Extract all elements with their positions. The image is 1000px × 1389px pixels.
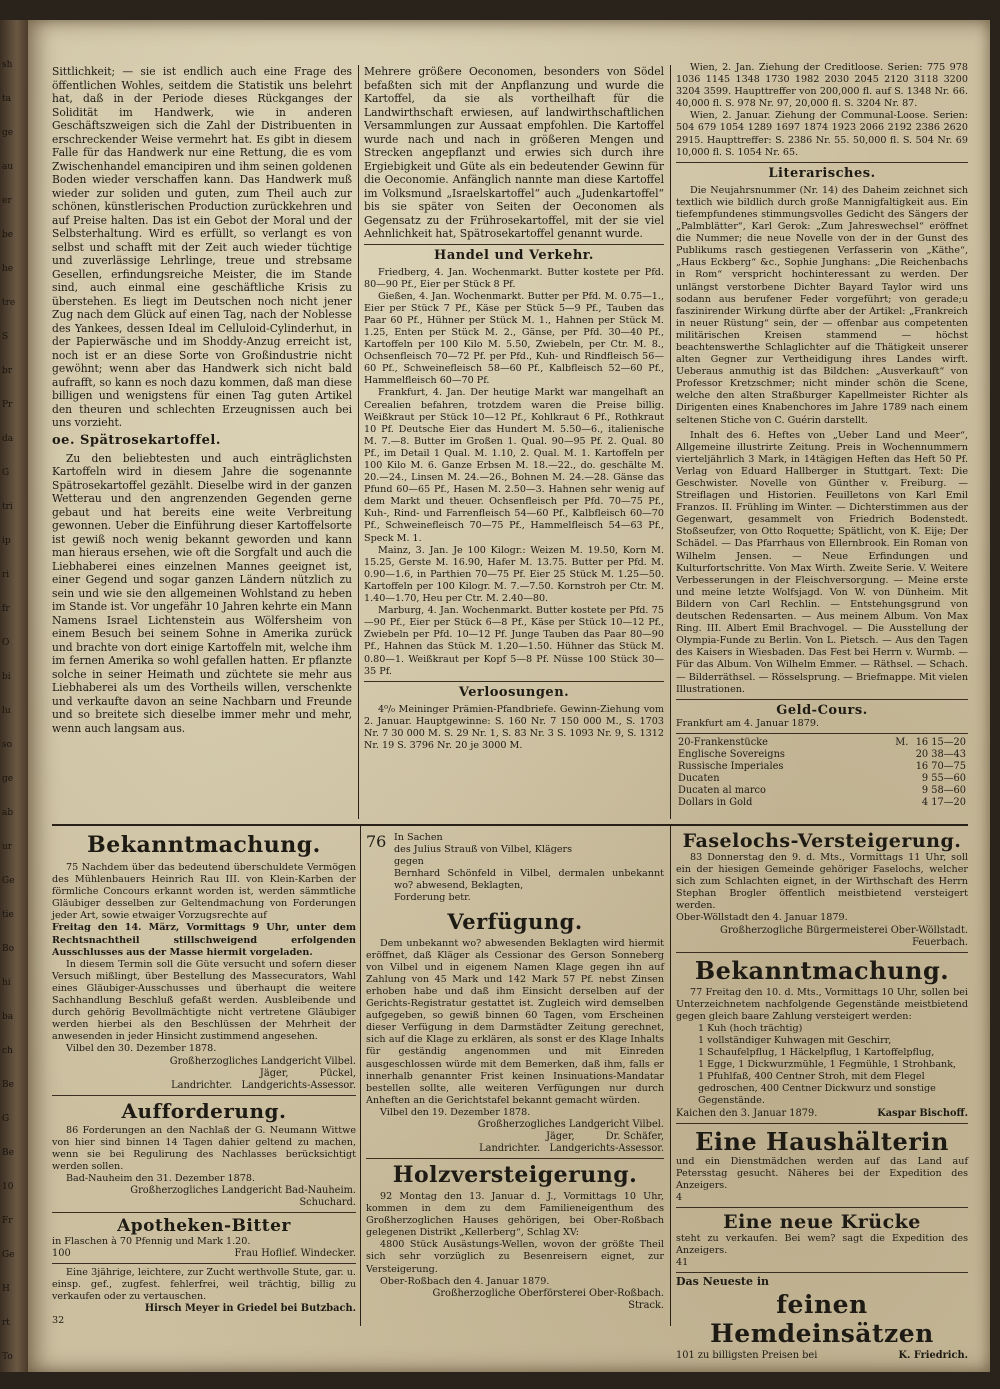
ad-stute-num: 32: [52, 1315, 65, 1327]
ad-hemd-num: 101: [676, 1350, 695, 1362]
market-mainz: Mainz, 3. Jan. Je 100 Kilogr.: Weizen M. 19.50, Korn M. 15.25, Gerste M. 16.90, Hafer M. 13.75. Butter per Pfd. M. 0.90—1.6, in Parthien 70—75 Pf. Eier 25 Stück M. 1.25—50. Kartoffeln per 100 Kilogr. M. 7.—7.50. Kornstroh per Ctr. M. 1.40—1.70, Heu per Ctr. M. 2.40—80.: [364, 544, 664, 605]
heading-spaetrosekartoffel: oe. Spätrosekartoffel.: [52, 432, 221, 448]
heading-literarisches: Literarisches.: [768, 165, 876, 181]
column-rule-2: [670, 65, 671, 819]
edge-mark: Bo: [2, 944, 15, 954]
edge-mark: Be: [2, 1148, 14, 1158]
ad-verfuegung-case2: des Julius Strauß von Vilbel, Klägers: [394, 844, 573, 856]
heading-verloosungen: Verloosungen.: [458, 684, 570, 700]
ad-stute-sig: Hirsch Meyer in Griedel bei Butzbach.: [144, 1303, 356, 1315]
binding-edge: [0, 20, 28, 1372]
exchange-row: [676, 761, 968, 773]
ad-faselochs-sig1: Großherzogliche Bürgermeisterei Ober-Wöllstadt.: [720, 924, 968, 936]
ad-verfuegung-title: Verfügung.: [447, 908, 583, 934]
exchange-name: Englische Sovereigns: [678, 748, 785, 760]
ad-bekanntmachung-text3: In diesem Termin soll die Güte versucht und sofern dieser Versuch mißlingt, über Bestellung des Massecurators, Wahl eines Gläubiger-Ausschusses und überhaupt die weitere Sachhandlung Beschluß gefaßt werden. Ausbleibende und durch gehörig Bevollmächtigte nicht vertretene Gläubiger werden hierbei als den Beschlüssen der Mehrheit der anwesenden in jeder Hinsicht zustimmend angesehen.: [52, 958, 356, 1043]
edge-mark: ta: [2, 94, 11, 104]
exchange-value: 16 15—20: [915, 736, 966, 748]
edge-mark: br: [2, 366, 13, 376]
ad-bekanntmachung2-text: 77 Freitag den 10. d. Mts., Vormittags 10 Uhr, sollen bei Unterzeichnetem nachfolgende Gegenstände meistbietend gegen gleich baare Zahlung versteigert werden:: [676, 986, 968, 1022]
ads-column-3: [676, 830, 968, 1362]
ad-bekanntmachung2-date: Kaichen den 3. Januar 1879.: [676, 1107, 818, 1119]
ad-bekanntmachung2-sig: Kaspar Bischoff.: [877, 1107, 968, 1119]
edge-mark: G: [2, 1114, 10, 1124]
auction-item: 1 vollständiger Kuhwagen mit Geschirr,: [698, 1034, 892, 1046]
exchange-name: Dollars in Gold: [678, 796, 753, 808]
ad-bekanntmachung-title: Bekanntmachung.: [87, 832, 321, 858]
ads-rule-2: [670, 826, 671, 1326]
edge-mark: tie: [2, 910, 14, 920]
edge-mark: Ge: [2, 876, 15, 886]
ad-aufforderung-sig2: Schuchard.: [299, 1196, 356, 1208]
edge-mark: sh: [2, 60, 13, 70]
ad-faselochs-date: Ober-Wöllstadt den 4. Januar 1879.: [676, 912, 848, 924]
market-marburg: Marburg, 4. Jan. Wochenmarkt. Butter kostete per Pfd. 75—90 Pf., Eier per Stück 6—8 Pf., Käse per Stück 10—12 Pf., Zwiebeln per Pfd. 10—12 Pf. Junge Tauben das Paar 80—90 Pf., Hahnen das Stück M. 1.20—1.50. Hühner das Stück M. 0.80—1. Weißkraut per Kopf 5—8 Pf. Nüsse 100 Stück 30—35 Pf.: [364, 605, 664, 677]
ad-faselochs-sig2: Feuerbach.: [912, 936, 968, 948]
edge-mark: ge: [2, 128, 14, 138]
ad-kruecke-title: Eine neue Krücke: [723, 1210, 921, 1233]
ad-aufforderung-sig1: Großherzogliches Landgericht Bad-Nauheim.: [130, 1184, 356, 1196]
edge-mark: ri: [2, 570, 10, 580]
edge-mark: be: [2, 230, 14, 240]
edge-mark: rt: [2, 1318, 10, 1328]
ad-kruecke-num: 41: [676, 1257, 689, 1269]
ad-haushaelterin-num: 4: [676, 1191, 683, 1203]
edge-mark: Be: [2, 1080, 14, 1090]
ad-verfuegung-num: 76: [366, 832, 387, 851]
edge-mark: Fr: [2, 1216, 13, 1226]
ad-apotheken-line1: in Flaschen à 70 Pfennig und Mark 1.20.: [52, 1235, 251, 1247]
edge-mark: S: [2, 332, 9, 342]
exchange-unit: [794, 785, 911, 797]
ad-bekanntmachung-sig2: Jäger, Pückel,: [259, 1067, 356, 1079]
market-giessen: Gießen, 4. Jan. Wochenmarkt. Butter per Pfd. M. 0.75—1., Eier per Stück 7 Pf., Käse per Stück 5—9 Pf., Tauben das Paar 60 Pf., Hühner per Stück M. 1., Hahnen per Stück M. 1.25, Enten per Stück M. 2., Gänse, per Pfd. 30—40 Pf., Kartoffeln per 100 Kilo M. 5.50, Zwiebeln, per Ctr. M. 8., Ochsenfleisch 70—72 Pf. per Pfd., Kuh- und Rindfleisch 56—60 Pf., Schweinefleisch 58—60 Pf., Kalbfleisch 52—60 Pf., Hammelfleisch 60—70 Pf.: [364, 290, 664, 387]
ad-apotheken-line2: Frau Hoflief. Windecker.: [234, 1248, 356, 1260]
auction-item: 1 Egge, 1 Dickwurzmühle, 1 Fegmühle, 1 Strohbank,: [698, 1059, 957, 1071]
exchange-date: Frankfurt am 4. Januar 1879.: [676, 717, 819, 729]
column-2: [364, 65, 664, 823]
ad-haushaelterin-text: und ein Dienstmädchen werden auf das Land auf Petersstag gesucht. Näheres bei der Expedition des Anzeigers.: [676, 1155, 968, 1191]
exchange-unit: M.: [895, 736, 909, 748]
exchange-row: [676, 737, 968, 749]
exchange-value: 4 17—20: [921, 796, 966, 808]
heading-geld-cours: Geld-Cours.: [776, 702, 868, 718]
ad-aufforderung-text: 86 Forderungen an den Nachlaß der G. Neumann Wittwe von hier sind binnen 14 Tagen dahier geltend zu machen, wenn sie bei Regulirung des Nachlasses berücksichtigt werden sollen.: [52, 1124, 356, 1172]
ad-verfuegung-case4: Bernhard Schönfeld in Vilbel, dermalen unbekannt wo? abwesend, Beklagten,: [394, 868, 664, 892]
ad-verfuegung-case1: In Sachen: [394, 832, 443, 843]
edge-mark: he: [2, 264, 14, 274]
auction-item: 1 Pfuhlfaß, 400 Centner Stroh, mit dem Flegel gedroschen, 400 Centner Dickwurz und sonstige Gegenstände.: [698, 1071, 936, 1107]
auction-item: 1 Kuh (hoch trächtig): [698, 1022, 803, 1034]
column-3: [676, 62, 968, 822]
ad-hemd-kicker: Das Neueste in: [676, 1275, 770, 1289]
exchange-name: Ducaten: [678, 772, 720, 784]
ad-holz-sig2: Strack.: [628, 1299, 664, 1311]
ads-column-1: [52, 832, 356, 1332]
exchange-table: [676, 737, 968, 809]
edge-mark: O: [2, 638, 10, 648]
ad-stute-text: Eine 3jährige, leichtere, zur Zucht werthvolle Stute, gar. u. einsp. gef., zugfest. fehlerfrei, weil trächtig, billig zu verkaufen oder zu vertauschen.: [52, 1267, 356, 1303]
ad-faselochs-title: Faselochs-Versteigerung.: [682, 830, 962, 852]
exchange-name: 20-Frankenstücke: [678, 736, 768, 748]
exchange-row: [676, 797, 968, 809]
edge-mark: hi: [2, 978, 11, 988]
edge-mark: Ge: [2, 1250, 15, 1260]
ad-verfuegung-sig3: Landrichter. Landgerichts-Assessor.: [479, 1142, 664, 1154]
market-friedberg: Friedberg, 4. Jan. Wochenmarkt. Butter kostete per Pfd. 80—90 Pf., Eier per Stück 8 Pf.: [364, 266, 664, 290]
article-kartoffel-2: Mehrere größere Oeconomen, besonders von Södel befaßten sich mit der Anpflanzung und wurde die Kartoffel, da sie als vortheilhaft für die Landwirthschaft erwiesen, auf landwirthschaftlichen Versammlungen zur Aussaat empfohlen. Die Kartoffel wurde nach und nach in größeren Mengen und Strecken angepflanzt und erwies sich durch ihre Ergiebigkeit und Güte als ein bedeutender Gewinn für die Oeconomie. Anfänglich nannte man diese Kartoffel im Volksmund „Israelskartoffel“ auch „Judenkartoffel“ bis sie später von Seiten der Oeconomen als Gegensatz zu der Frührosekartoffel, mit der sie viel Aehnlichkeit hat, Spätrosekartoffel genannt wurde.: [364, 65, 664, 240]
ad-bekanntmachung2-items: [676, 1023, 968, 1108]
exchange-value: 9 58—60: [921, 784, 966, 796]
exchange-row: [676, 785, 968, 797]
article-kartoffel-1: Zu den beliebtesten und auch einträglichsten Kartoffeln wird in diesem Jahre die sogenannte Spätrosekartoffel gezählt. Dieselbe wird in der ganzen Wetterau und den angrenzenden Gegenden gerne gebaut und hat bereits eine weite Verbreitung gewonnen. Ueber die Einführung dieser Kartoffelsorte ist gewiß noch wenig bekannt geworden und kann man hieraus ersehen, wie oft die Sorgfalt und auch die Liebhaberei eines einzelnen Mannes geeignet ist, einer Gegend und sogar ganzen Ländern nützlich zu sein und wie sie den allgemeinen Wohlstand zu heben im Stande ist. Vor ungefähr 10 Jahren kehrte ein Mann Namens Israel Lichtenstein aus Wölfersheim von einem Besuch bei seinem Sohne in Amerika zurück und brachte von dort einige Kartoffeln mit, welche ihm im fernen Amerika so wohl gefallen hatten. Er pflanzte solche in seiner Heimath und züchtete sie mehr aus Liebhaberei als um des Vortheils willen, verschenkte und verkaufte davon an seine Nachbarn und Freunde und so breitete sich dieselbe immer mehr und mehr, wenn auch langsam aus.: [52, 451, 352, 735]
exchange-value: 16 70—75: [915, 760, 966, 772]
exchange-unit: [794, 797, 911, 809]
exchange-unit: [794, 773, 911, 785]
ad-verfuegung-sig1: Großherzogliches Landgericht Vilbel.: [477, 1118, 664, 1130]
edge-mark: bi: [2, 672, 11, 682]
newspaper-page: [28, 20, 990, 1372]
ad-verfuegung-case5: Forderung betr.: [394, 892, 471, 904]
ad-verfuegung-case3: gegen: [394, 856, 424, 868]
ad-kruecke-text: steht zu verkaufen. Bei wem? sagt die Expedition des Anzeigers.: [676, 1232, 968, 1256]
ad-bekanntmachung-date: Vilbel den 30. Dezember 1878.: [66, 1043, 217, 1055]
ad-verfuegung-text: Dem unbekannt wo? abwesenden Beklagten wird hiermit eröffnet, daß Kläger als Cessionar des Gerson Sonneberg von Vilbel und in eigenem Namen Klage gegen ihn auf Zahlung von 45 Mark und 142 Mark 57 Pf. nebst Zinsen erhoben habe und daß ihm Einsicht derselben auf der Gerichts-Registratur gestattet ist. Zugleich wird demselben aufgegeben, so gewiß binnen 60 Tagen, vom Erscheinen dieser Verfügung in dem Darmstädter Zeitung gerechnet, sich auf die Klage zu erklären, als sonst er des Klage Inhalts für geständig angenommen und mit Einreden ausgeschlossen würde mit dem Bemerken, daß ihm, falls er innerhalb genannter Frist keinen Insinuations-Mandatar bestellen sollte, alle weiteren Verfügungen nur durch Anheften an die Gerichtstafel bekannt gemacht würden.: [366, 937, 664, 1106]
exchange-unit: [794, 761, 911, 773]
column-rule-1: [358, 65, 359, 819]
ad-holz-title: Holzversteigerung.: [392, 1161, 638, 1188]
edge-mark: fr: [2, 604, 10, 614]
ad-holz-text2: 4800 Stück Ausästungs-Wellen, wovon der größte Theil sich sehr vorzüglich zu Besenreisern eignet, zur Versteigerung.: [366, 1239, 664, 1275]
edge-mark: To: [2, 1352, 13, 1362]
ads-column-2: [366, 832, 664, 1332]
edge-mark: er: [2, 196, 12, 206]
edge-mark: da: [2, 434, 14, 444]
exchange-name: Russische Imperiales: [678, 760, 784, 772]
exchange-row: [676, 773, 968, 785]
edge-mark: au: [2, 162, 14, 172]
ad-apotheken-title: Apotheken-Bitter: [117, 1215, 291, 1236]
ad-bekanntmachung-sig3: Landrichter. Landgerichts-Assessor.: [171, 1079, 356, 1091]
ad-faselochs-text: 83 Donnerstag den 9. d. Mts., Vormittags 11 Uhr, soll ein der hiesigen Gemeinde gehöriger Faselochs, welcher sich zum Schlachten eignet, in der Wirthschaft des Herrn Stephan Brogler öffentlich meistbietend versteigert werden.: [676, 852, 968, 912]
exchange-value: 20 38—43: [915, 748, 966, 760]
ad-hemd-title: feinen Hemdeinsätzen: [710, 1290, 934, 1349]
lottery-wien-communal: Wien, 2. Januar. Ziehung der Communal-Loose. Serien: 504 679 1054 1289 1697 1874 1923 2066 2192 2386 2620 2915. Haupttreffer: S. 2386 Nr. 55. 50,000 fl. S. 504 Nr. 69 10,000 fl. S. 1054 Nr. 65.: [676, 110, 968, 158]
market-frankfurt: Frankfurt, 4. Jan. Der heutige Markt war mangelhaft an Cerealien befahren, trotzdem waren die Preise billig. Weißkraut per Stück 10—12 Pf., Kohlkraut 6 Pf., Rothkraut 10 Pf. Deutsche Eier das Hundert M. 5.50—6., italienische M. 7.—8. Butter im Großen 1. Qual. 90—95 Pf. 2. Qual. 80 Pf., im Detail 1 Qual. M. 1.10, 2. Qual. M. 1. Kartoffeln per 100 Kilo M. 6. Ganze Erbsen M. 18.—22., do. geschälte M. 20.—24., Linsen M. 24.—26., Bohnen M. 24.—28. Gänse das Pfund 60—65 Pf., Hasen M. 2.50—3. Hahnen sehr wenig auf dem Markt und theuer. Ochsenfleisch per Pfd. 70—75 Pf., Kuh-, Rind- und Farrenfleisch 54—60 Pf., Kalbfleisch 60—70 Pf., Schweinefleisch 70—75 Pf., Hammelfleisch 54—63 Pf., Speck M. 1.: [364, 387, 664, 544]
edge-mark: so: [2, 740, 13, 750]
edge-mark: ip: [2, 536, 11, 546]
exchange-name: Ducaten al marco: [678, 784, 766, 796]
ad-aufforderung-title: Aufforderung.: [121, 1098, 287, 1123]
ad-verfuegung-date: Vilbel den 19. Dezember 1878.: [380, 1106, 531, 1118]
auction-item: 1 Schaufelpflug, 1 Häckelpflug, 1 Kartoffelpflug,: [698, 1047, 935, 1059]
ad-holz-sig1: Großherzogliche Oberförsterei Ober-Roßbach.: [432, 1287, 664, 1299]
ad-apotheken-num: 100: [52, 1248, 71, 1260]
edge-mark: tre: [2, 298, 16, 308]
edge-mark: ge: [2, 774, 14, 784]
edge-mark: ba: [2, 1012, 14, 1022]
exchange-row: [676, 749, 968, 761]
ad-bekanntmachung-sig1: Großherzogliches Landgericht Vilbel.: [169, 1055, 356, 1067]
ad-aufforderung-date: Bad-Nauheim den 31. Dezember 1878.: [66, 1172, 255, 1184]
edge-mark: lu: [2, 706, 11, 716]
edge-mark: 10: [2, 1182, 14, 1192]
edge-mark: tri: [2, 502, 13, 512]
ad-bekanntmachung2-title: Bekanntmachung.: [694, 955, 950, 985]
ad-holz-text1: 92 Montag den 13. Januar d. J., Vormittags 10 Uhr, kommen in dem zu dem Familieneigenthum des Großherzoglichen Hauses gehörigen, bei Ober-Roßbach gelegenen Distrikt „Kellerberg“, Schlag XV:: [366, 1190, 664, 1239]
edge-mark: ur: [2, 842, 13, 852]
exchange-value: 9 55—60: [921, 772, 966, 784]
ad-hemd-sig: K. Friedrich.: [898, 1350, 968, 1362]
lottery-meininger: 4⁰/₀ Meininger Prämien-Pfandbriefe. Gewinn-Ziehung vom 2. Januar. Hauptgewinne: S. 160 Nr. 7 150 000 M., S. 1703 Nr. 7 30 000 M. S. 29 Nr. 1, S. 83 Nr. 3 S. 1093 Nr. 9, S. 1312 Nr. 19 S. 3796 Nr. 20 je 3000 M.: [364, 703, 664, 751]
ad-holz-date: Ober-Roßbach den 4. Januar 1879.: [380, 1275, 550, 1287]
ad-bekanntmachung-text2: Freitag den 14. März, Vormittags 9 Uhr, unter dem Rechtsnachtheil stillschweigend erfolgenden Ausschlusses aus der Masse hiermit vorgeladen.: [52, 922, 356, 958]
edge-mark: Pr: [2, 400, 13, 410]
edge-mark: ch: [2, 1046, 13, 1056]
ads-rule-1: [360, 826, 361, 1326]
edge-mark: G: [2, 468, 10, 478]
heading-handel: Handel und Verkehr.: [434, 247, 594, 263]
lottery-wien-credit: Wien, 2. Jan. Ziehung der Creditloose. Serien: 775 978 1036 1145 1348 1730 1982 2030 2045 2120 3118 3200 3204 3599. Haupttreffer von 200,000 fl. auf S. 1348 Nr. 66. 40,000 fl. S. 978 Nr. 97, 20,000 fl. S. 3204 Nr. 87.: [676, 62, 968, 110]
literary-daheim: Die Neujahrsnummer (Nr. 14) des Daheim zeichnet sich textlich wie bildlich durch große Mannigfaltigkeit aus. Ein tiefempfundenes stimmungsvolles Gedicht des Sängers der „Palmblätter“, Karl Gerok: „Zum Jahreswechsel“ eröffnet die Nummer; die neue Novelle von der in der Gunst des Publikums rasch gestiegenen Verfasserin von „Käthe“, „Haus Eckberg“ &c., Sophie Junghans: „Die Reichenbachs in Rom“ verspricht hochinteressant zu werden. Der unlängst verstorbene Dichter Bayard Taylor wird uns sodann aus berufener Feder vorgeführt; von gerade;u faszinirender Wirkung dürfte aber der Artikel: „Frankreich in neuer Rüstung“ sein, der — offenbar aus competenten militärischen Kreisen stammend — höchst beachtenswerthe Schlaglichter auf die Thätigkeit unserer alten Gegner zur Vertheidigung ihres Landes wirft. Ueberaus anmuthig ist das Bildchen: „Ausverkauft“ von Professor Kretzschmer; nicht minder schön die Scene, welche den alten Straßburger Kapellmeister Richter als Dirigenten eines Knabenchores im Jahre 1789 nach einem seltenen Stiche von C. Guérin darstellt.: [676, 184, 968, 426]
literary-land-und-meer: Inhalt des 6. Heftes von „Ueber Land und Meer“, Allgemeine illustrirte Zeitung. Preis in Wochennummern vierteljährlich 3 Mark, in 14tägigen Heften das Heft 50 Pf. Verlag von Eduard Hallberger in Stuttgart. Text: Die Geschwister. Novelle von Günther v. Freiburg. — Streiflagen und Historien. Feuilletons von Karl Emil Franzos. II. Frühling im Winter. — Dichterstimmen aus der Gegenwart, gesammelt von Friedrich Bodenstedt. Stoßseufzer, von Otto Roquette; Spätlicht, von K. Eije; Der Schädel. — Das Pfarrhaus von Ellernbrook. Ein Roman von Wilhelm Jensen. — Neue Erfindungen und Kulturfortschritte. Von Max Wirth. Zweite Serie. V. Weitere Verbesserungen in der Fleischversorgung. — Meine erste und meine letzte Wolfsjagd. Von W. von Dünheim. Mit Bildern von Carl Rechlin. — Entstehungsgrund von deutschen Redensarten. — Aus meinem Album. Von Max Ring. III. Albert Emil Brachvogel. — Die Ausstellung der Olympia-Funde zu Berlin. Von L. Pietsch. — Aus den Tagen des Kaisers in Wiesbaden. Das Fest bei Herrn v. Wurmb. — Für das Album. Von Wilhelm Emmer. — Räthsel. — Schach. — Bilderräthsel. — Rösselsprung. — Briefmappe. Mit vielen Illustrationen.: [676, 429, 968, 695]
ads-top-rule: [52, 824, 968, 826]
edge-mark: ab: [2, 808, 14, 818]
ad-haushaelterin-title: Eine Haushälterin: [695, 1126, 949, 1156]
ad-hemd-line: zu billigsten Preisen bei: [697, 1350, 818, 1362]
edge-mark: H: [2, 1284, 10, 1294]
ad-bekanntmachung-text1: 75 Nachdem über das bedeutend überschuldete Vermögen des Mühlenbauers Heinrich Rau III. von Klein-Karben der förmliche Concours erkannt worden ist, werden sämmtliche Gläubiger desselben zur Geltendmachung von Forderungen jeder Art, sowie etwaiger Vorzugsrechte auf: [52, 862, 356, 922]
exchange-unit: [794, 749, 911, 761]
article-handwerk: Sittlichkeit; — sie ist endlich auch eine Frage des öffentlichen Wohles, seitdem die Statistik uns belehrt hat, daß in der Periode dieses Rückganges der Solidität im Handwerk, wie in anderen Geschäftszweigen sich die Zahl der Distribuenten in erschreckender Weise vermehrt hat. Es gibt in diesem Falle für das Handwerk nur eine Rettung, die es vom Zwischenhandel emancipiren und ihm seinen goldenen Boden wieder verschaffen kann. Das Handwerk muß wieder zur soliden und guten, zum Theil auch zur schönen, künstlerischen Production zurückkehren und auf Preise halten. Das ist ein Gebot der Moral und der Selbsterhaltung. Wird es erfüllt, so verlangt es von selbst und schafft mit der Zeit auch wieder tüchtige und zuverlässige Lehrlinge, treue und strebsame Gesellen, erfindungsreiche Meister, die im Stande sind, auch einmal eine geschäftliche Krisis zu überstehen. Es liegt im Deutschen noch nicht jener Zug nach dem Glück auf einen Tag, nach der Noblesse des Yankees, dessen Ideal im Celluloid-Cylinderhut, in der Papierwäsche und im Shoddy-Anzug erreicht ist, noch ist er an diese Sorte von Großindustrie nicht gewöhnt; wenn aber das Handwerk sich nicht bald aufrafft, so kann es noch dazu kommen, daß man diese billigen und wenigstens für einen Tag guten Artikel den theuren und schlechten Erzeugnissen auch bei uns vorzieht.: [52, 65, 352, 429]
column-1: [52, 65, 352, 823]
ad-verfuegung-sig2: Jäger, Dr. Schäfer,: [546, 1130, 664, 1142]
